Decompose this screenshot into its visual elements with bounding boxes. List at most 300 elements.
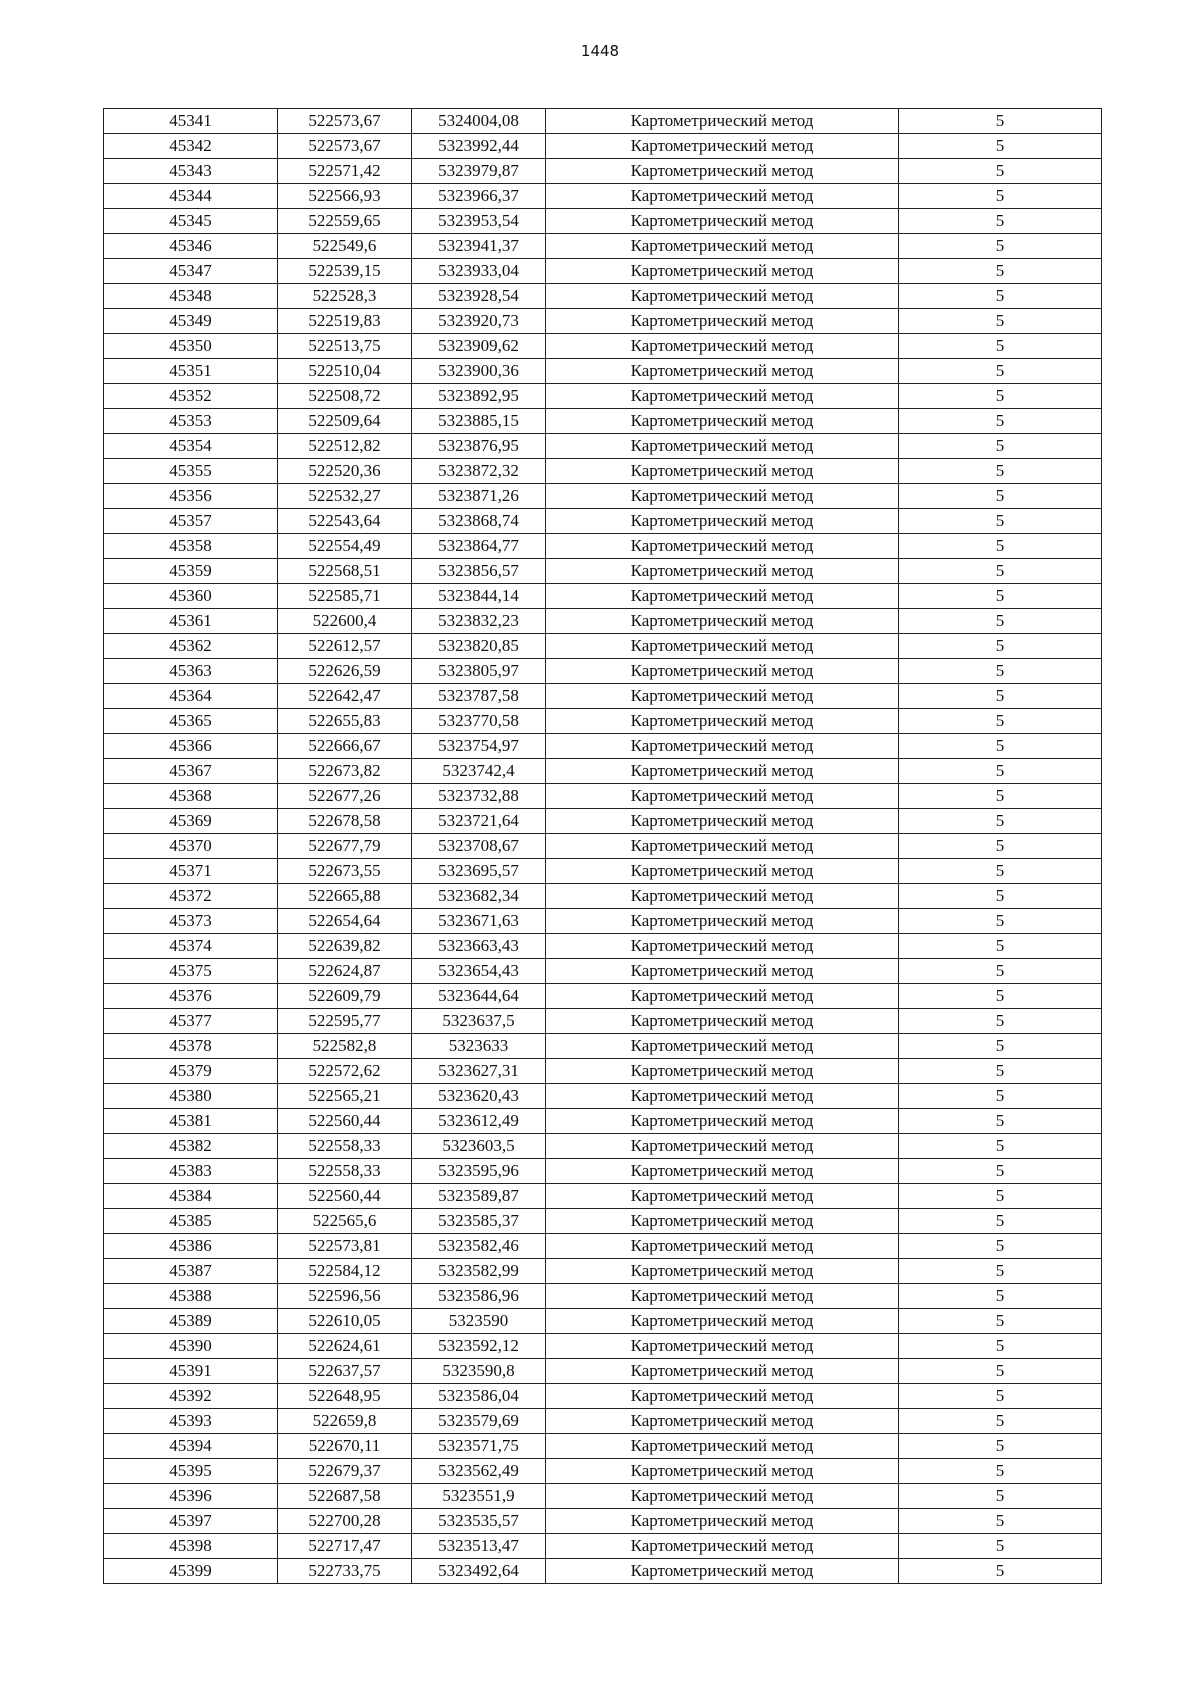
point-number-cell: 45349 bbox=[104, 309, 278, 334]
accuracy-cell: 5 bbox=[899, 334, 1102, 359]
method-cell: Картометрический метод bbox=[546, 509, 899, 534]
method-cell: Картометрический метод bbox=[546, 384, 899, 409]
accuracy-cell: 5 bbox=[899, 584, 1102, 609]
x-coordinate-cell: 522612,57 bbox=[278, 634, 412, 659]
x-coordinate-cell: 522596,56 bbox=[278, 1284, 412, 1309]
accuracy-cell: 5 bbox=[899, 1084, 1102, 1109]
y-coordinate-cell: 5323627,31 bbox=[412, 1059, 546, 1084]
method-cell: Картометрический метод bbox=[546, 834, 899, 859]
x-coordinate-cell: 522584,12 bbox=[278, 1259, 412, 1284]
point-number-cell: 45372 bbox=[104, 884, 278, 909]
y-coordinate-cell: 5323637,5 bbox=[412, 1009, 546, 1034]
point-number-cell: 45359 bbox=[104, 559, 278, 584]
y-coordinate-cell: 5323742,4 bbox=[412, 759, 546, 784]
accuracy-cell: 5 bbox=[899, 409, 1102, 434]
x-coordinate-cell: 522624,61 bbox=[278, 1334, 412, 1359]
method-cell: Картометрический метод bbox=[546, 484, 899, 509]
point-number-cell: 45368 bbox=[104, 784, 278, 809]
method-cell: Картометрический метод bbox=[546, 859, 899, 884]
x-coordinate-cell: 522639,82 bbox=[278, 934, 412, 959]
table-row bbox=[104, 959, 1102, 984]
table-row bbox=[104, 359, 1102, 384]
method-cell: Картометрический метод bbox=[546, 684, 899, 709]
coordinates-table bbox=[103, 108, 1102, 1584]
point-number-cell: 45353 bbox=[104, 409, 278, 434]
method-cell: Картометрический метод bbox=[546, 784, 899, 809]
point-number-cell: 45379 bbox=[104, 1059, 278, 1084]
x-coordinate-cell: 522510,04 bbox=[278, 359, 412, 384]
y-coordinate-cell: 5323663,43 bbox=[412, 934, 546, 959]
y-coordinate-cell: 5323909,62 bbox=[412, 334, 546, 359]
y-coordinate-cell: 5323586,96 bbox=[412, 1284, 546, 1309]
x-coordinate-cell: 522659,8 bbox=[278, 1409, 412, 1434]
y-coordinate-cell: 5323595,96 bbox=[412, 1159, 546, 1184]
y-coordinate-cell: 5324004,08 bbox=[412, 109, 546, 134]
method-cell: Картометрический метод bbox=[546, 234, 899, 259]
table-row bbox=[104, 709, 1102, 734]
table-row bbox=[104, 209, 1102, 234]
method-cell: Картометрический метод bbox=[546, 1384, 899, 1409]
x-coordinate-cell: 522673,82 bbox=[278, 759, 412, 784]
accuracy-cell: 5 bbox=[899, 484, 1102, 509]
accuracy-cell: 5 bbox=[899, 1184, 1102, 1209]
point-number-cell: 45380 bbox=[104, 1084, 278, 1109]
accuracy-cell: 5 bbox=[899, 809, 1102, 834]
table-row bbox=[104, 1009, 1102, 1034]
point-number-cell: 45347 bbox=[104, 259, 278, 284]
method-cell: Картометрический метод bbox=[546, 959, 899, 984]
y-coordinate-cell: 5323876,95 bbox=[412, 434, 546, 459]
accuracy-cell: 5 bbox=[899, 734, 1102, 759]
method-cell: Картометрический метод bbox=[546, 734, 899, 759]
accuracy-cell: 5 bbox=[899, 1434, 1102, 1459]
y-coordinate-cell: 5323571,75 bbox=[412, 1434, 546, 1459]
accuracy-cell: 5 bbox=[899, 1009, 1102, 1034]
y-coordinate-cell: 5323864,77 bbox=[412, 534, 546, 559]
x-coordinate-cell: 522571,42 bbox=[278, 159, 412, 184]
method-cell: Картометрический метод bbox=[546, 584, 899, 609]
accuracy-cell: 5 bbox=[899, 1209, 1102, 1234]
coordinates-table-body bbox=[104, 109, 1102, 1584]
point-number-cell: 45371 bbox=[104, 859, 278, 884]
y-coordinate-cell: 5323754,97 bbox=[412, 734, 546, 759]
method-cell: Картометрический метод bbox=[546, 809, 899, 834]
point-number-cell: 45346 bbox=[104, 234, 278, 259]
accuracy-cell: 5 bbox=[899, 1259, 1102, 1284]
accuracy-cell: 5 bbox=[899, 834, 1102, 859]
method-cell: Картометрический метод bbox=[546, 909, 899, 934]
table-row bbox=[104, 1234, 1102, 1259]
method-cell: Картометрический метод bbox=[546, 184, 899, 209]
accuracy-cell: 5 bbox=[899, 359, 1102, 384]
method-cell: Картометрический метод bbox=[546, 1359, 899, 1384]
accuracy-cell: 5 bbox=[899, 234, 1102, 259]
method-cell: Картометрический метод bbox=[546, 709, 899, 734]
point-number-cell: 45378 bbox=[104, 1034, 278, 1059]
table-row bbox=[104, 684, 1102, 709]
table-row bbox=[104, 509, 1102, 534]
x-coordinate-cell: 522665,88 bbox=[278, 884, 412, 909]
table-row bbox=[104, 1484, 1102, 1509]
method-cell: Картометрический метод bbox=[546, 459, 899, 484]
table-row bbox=[104, 134, 1102, 159]
accuracy-cell: 5 bbox=[899, 784, 1102, 809]
accuracy-cell: 5 bbox=[899, 634, 1102, 659]
accuracy-cell: 5 bbox=[899, 1059, 1102, 1084]
y-coordinate-cell: 5323585,37 bbox=[412, 1209, 546, 1234]
table-row bbox=[104, 459, 1102, 484]
y-coordinate-cell: 5323644,64 bbox=[412, 984, 546, 1009]
accuracy-cell: 5 bbox=[899, 534, 1102, 559]
y-coordinate-cell: 5323928,54 bbox=[412, 284, 546, 309]
method-cell: Картометрический метод bbox=[546, 1109, 899, 1134]
accuracy-cell: 5 bbox=[899, 909, 1102, 934]
method-cell: Картометрический метод bbox=[546, 1409, 899, 1434]
method-cell: Картометрический метод bbox=[546, 209, 899, 234]
point-number-cell: 45381 bbox=[104, 1109, 278, 1134]
table-row bbox=[104, 559, 1102, 584]
y-coordinate-cell: 5323586,04 bbox=[412, 1384, 546, 1409]
table-row bbox=[104, 284, 1102, 309]
x-coordinate-cell: 522565,21 bbox=[278, 1084, 412, 1109]
table-row bbox=[104, 1134, 1102, 1159]
point-number-cell: 45356 bbox=[104, 484, 278, 509]
y-coordinate-cell: 5323868,74 bbox=[412, 509, 546, 534]
table-row bbox=[104, 1159, 1102, 1184]
point-number-cell: 45364 bbox=[104, 684, 278, 709]
point-number-cell: 45395 bbox=[104, 1459, 278, 1484]
x-coordinate-cell: 522573,81 bbox=[278, 1234, 412, 1259]
table-row bbox=[104, 1459, 1102, 1484]
method-cell: Картометрический метод bbox=[546, 634, 899, 659]
x-coordinate-cell: 522610,05 bbox=[278, 1309, 412, 1334]
table-row bbox=[104, 1059, 1102, 1084]
method-cell: Картометрический метод bbox=[546, 1484, 899, 1509]
y-coordinate-cell: 5323953,54 bbox=[412, 209, 546, 234]
y-coordinate-cell: 5323805,97 bbox=[412, 659, 546, 684]
table-row bbox=[104, 234, 1102, 259]
y-coordinate-cell: 5323590,8 bbox=[412, 1359, 546, 1384]
y-coordinate-cell: 5323708,67 bbox=[412, 834, 546, 859]
accuracy-cell: 5 bbox=[899, 884, 1102, 909]
table-row bbox=[104, 409, 1102, 434]
x-coordinate-cell: 522655,83 bbox=[278, 709, 412, 734]
y-coordinate-cell: 5323871,26 bbox=[412, 484, 546, 509]
method-cell: Картометрический метод bbox=[546, 1284, 899, 1309]
y-coordinate-cell: 5323721,64 bbox=[412, 809, 546, 834]
point-number-cell: 45369 bbox=[104, 809, 278, 834]
accuracy-cell: 5 bbox=[899, 1534, 1102, 1559]
method-cell: Картометрический метод bbox=[546, 159, 899, 184]
accuracy-cell: 5 bbox=[899, 134, 1102, 159]
y-coordinate-cell: 5323920,73 bbox=[412, 309, 546, 334]
y-coordinate-cell: 5323732,88 bbox=[412, 784, 546, 809]
point-number-cell: 45370 bbox=[104, 834, 278, 859]
point-number-cell: 45363 bbox=[104, 659, 278, 684]
accuracy-cell: 5 bbox=[899, 934, 1102, 959]
y-coordinate-cell: 5323654,43 bbox=[412, 959, 546, 984]
accuracy-cell: 5 bbox=[899, 184, 1102, 209]
accuracy-cell: 5 bbox=[899, 959, 1102, 984]
point-number-cell: 45376 bbox=[104, 984, 278, 1009]
x-coordinate-cell: 522673,55 bbox=[278, 859, 412, 884]
point-number-cell: 45366 bbox=[104, 734, 278, 759]
method-cell: Картометрический метод bbox=[546, 434, 899, 459]
y-coordinate-cell: 5323513,47 bbox=[412, 1534, 546, 1559]
point-number-cell: 45362 bbox=[104, 634, 278, 659]
table-row bbox=[104, 584, 1102, 609]
table-row bbox=[104, 1259, 1102, 1284]
table-row bbox=[104, 259, 1102, 284]
point-number-cell: 45391 bbox=[104, 1359, 278, 1384]
y-coordinate-cell: 5323820,85 bbox=[412, 634, 546, 659]
accuracy-cell: 5 bbox=[899, 1134, 1102, 1159]
table-row bbox=[104, 1509, 1102, 1534]
method-cell: Картометрический метод bbox=[546, 884, 899, 909]
y-coordinate-cell: 5323671,63 bbox=[412, 909, 546, 934]
table-row bbox=[104, 1334, 1102, 1359]
point-number-cell: 45341 bbox=[104, 109, 278, 134]
x-coordinate-cell: 522558,33 bbox=[278, 1134, 412, 1159]
point-number-cell: 45342 bbox=[104, 134, 278, 159]
x-coordinate-cell: 522666,67 bbox=[278, 734, 412, 759]
y-coordinate-cell: 5323856,57 bbox=[412, 559, 546, 584]
table-row bbox=[104, 334, 1102, 359]
x-coordinate-cell: 522558,33 bbox=[278, 1159, 412, 1184]
accuracy-cell: 5 bbox=[899, 109, 1102, 134]
method-cell: Картометрический метод bbox=[546, 1184, 899, 1209]
x-coordinate-cell: 522568,51 bbox=[278, 559, 412, 584]
x-coordinate-cell: 522539,15 bbox=[278, 259, 412, 284]
x-coordinate-cell: 522670,11 bbox=[278, 1434, 412, 1459]
x-coordinate-cell: 522595,77 bbox=[278, 1009, 412, 1034]
accuracy-cell: 5 bbox=[899, 1109, 1102, 1134]
table-row bbox=[104, 609, 1102, 634]
x-coordinate-cell: 522687,58 bbox=[278, 1484, 412, 1509]
x-coordinate-cell: 522509,64 bbox=[278, 409, 412, 434]
accuracy-cell: 5 bbox=[899, 609, 1102, 634]
method-cell: Картометрический метод bbox=[546, 134, 899, 159]
x-coordinate-cell: 522600,4 bbox=[278, 609, 412, 634]
y-coordinate-cell: 5323900,36 bbox=[412, 359, 546, 384]
y-coordinate-cell: 5323885,15 bbox=[412, 409, 546, 434]
x-coordinate-cell: 522678,58 bbox=[278, 809, 412, 834]
method-cell: Картометрический метод bbox=[546, 1459, 899, 1484]
table-row bbox=[104, 1309, 1102, 1334]
method-cell: Картометрический метод bbox=[546, 1134, 899, 1159]
x-coordinate-cell: 522654,64 bbox=[278, 909, 412, 934]
y-coordinate-cell: 5323966,37 bbox=[412, 184, 546, 209]
method-cell: Картометрический метод bbox=[546, 1209, 899, 1234]
point-number-cell: 45382 bbox=[104, 1134, 278, 1159]
x-coordinate-cell: 522637,57 bbox=[278, 1359, 412, 1384]
point-number-cell: 45367 bbox=[104, 759, 278, 784]
x-coordinate-cell: 522549,6 bbox=[278, 234, 412, 259]
point-number-cell: 45383 bbox=[104, 1159, 278, 1184]
method-cell: Картометрический метод bbox=[546, 1534, 899, 1559]
table-row bbox=[104, 1384, 1102, 1409]
table-row bbox=[104, 1559, 1102, 1584]
point-number-cell: 45375 bbox=[104, 959, 278, 984]
table-row bbox=[104, 309, 1102, 334]
accuracy-cell: 5 bbox=[899, 309, 1102, 334]
accuracy-cell: 5 bbox=[899, 1409, 1102, 1434]
point-number-cell: 45361 bbox=[104, 609, 278, 634]
point-number-cell: 45351 bbox=[104, 359, 278, 384]
point-number-cell: 45357 bbox=[104, 509, 278, 534]
accuracy-cell: 5 bbox=[899, 1284, 1102, 1309]
table-row bbox=[104, 984, 1102, 1009]
method-cell: Картометрический метод bbox=[546, 659, 899, 684]
method-cell: Картометрический метод bbox=[546, 934, 899, 959]
method-cell: Картометрический метод bbox=[546, 1009, 899, 1034]
x-coordinate-cell: 522513,75 bbox=[278, 334, 412, 359]
table-row bbox=[104, 1109, 1102, 1134]
point-number-cell: 45355 bbox=[104, 459, 278, 484]
point-number-cell: 45373 bbox=[104, 909, 278, 934]
x-coordinate-cell: 522566,93 bbox=[278, 184, 412, 209]
table-row bbox=[104, 434, 1102, 459]
method-cell: Картометрический метод bbox=[546, 309, 899, 334]
y-coordinate-cell: 5323582,46 bbox=[412, 1234, 546, 1259]
table-row bbox=[104, 1284, 1102, 1309]
page-number: 1448 bbox=[580, 42, 620, 60]
x-coordinate-cell: 522508,72 bbox=[278, 384, 412, 409]
accuracy-cell: 5 bbox=[899, 1334, 1102, 1359]
y-coordinate-cell: 5323492,64 bbox=[412, 1559, 546, 1584]
point-number-cell: 45399 bbox=[104, 1559, 278, 1584]
method-cell: Картометрический метод bbox=[546, 1434, 899, 1459]
point-number-cell: 45358 bbox=[104, 534, 278, 559]
y-coordinate-cell: 5323582,99 bbox=[412, 1259, 546, 1284]
accuracy-cell: 5 bbox=[899, 384, 1102, 409]
accuracy-cell: 5 bbox=[899, 709, 1102, 734]
table-row bbox=[104, 109, 1102, 134]
accuracy-cell: 5 bbox=[899, 659, 1102, 684]
method-cell: Картометрический метод bbox=[546, 409, 899, 434]
y-coordinate-cell: 5323592,12 bbox=[412, 1334, 546, 1359]
accuracy-cell: 5 bbox=[899, 159, 1102, 184]
table-row bbox=[104, 384, 1102, 409]
point-number-cell: 45360 bbox=[104, 584, 278, 609]
point-number-cell: 45345 bbox=[104, 209, 278, 234]
method-cell: Картометрический метод bbox=[546, 334, 899, 359]
y-coordinate-cell: 5323933,04 bbox=[412, 259, 546, 284]
y-coordinate-cell: 5323535,57 bbox=[412, 1509, 546, 1534]
y-coordinate-cell: 5323682,34 bbox=[412, 884, 546, 909]
method-cell: Картометрический метод bbox=[546, 359, 899, 384]
table-row bbox=[104, 1534, 1102, 1559]
accuracy-cell: 5 bbox=[899, 459, 1102, 484]
table-row bbox=[104, 1209, 1102, 1234]
method-cell: Картометрический метод bbox=[546, 984, 899, 1009]
accuracy-cell: 5 bbox=[899, 259, 1102, 284]
method-cell: Картометрический метод bbox=[546, 1234, 899, 1259]
x-coordinate-cell: 522609,79 bbox=[278, 984, 412, 1009]
x-coordinate-cell: 522572,62 bbox=[278, 1059, 412, 1084]
accuracy-cell: 5 bbox=[899, 284, 1102, 309]
accuracy-cell: 5 bbox=[899, 1384, 1102, 1409]
method-cell: Картометрический метод bbox=[546, 609, 899, 634]
point-number-cell: 45394 bbox=[104, 1434, 278, 1459]
point-number-cell: 45397 bbox=[104, 1509, 278, 1534]
y-coordinate-cell: 5323872,32 bbox=[412, 459, 546, 484]
table-row bbox=[104, 534, 1102, 559]
y-coordinate-cell: 5323589,87 bbox=[412, 1184, 546, 1209]
point-number-cell: 45354 bbox=[104, 434, 278, 459]
table-row bbox=[104, 1084, 1102, 1109]
point-number-cell: 45386 bbox=[104, 1234, 278, 1259]
method-cell: Картометрический метод bbox=[546, 1309, 899, 1334]
y-coordinate-cell: 5323979,87 bbox=[412, 159, 546, 184]
x-coordinate-cell: 522642,47 bbox=[278, 684, 412, 709]
point-number-cell: 45384 bbox=[104, 1184, 278, 1209]
x-coordinate-cell: 522626,59 bbox=[278, 659, 412, 684]
point-number-cell: 45377 bbox=[104, 1009, 278, 1034]
accuracy-cell: 5 bbox=[899, 859, 1102, 884]
accuracy-cell: 5 bbox=[899, 559, 1102, 584]
point-number-cell: 45392 bbox=[104, 1384, 278, 1409]
x-coordinate-cell: 522585,71 bbox=[278, 584, 412, 609]
point-number-cell: 45343 bbox=[104, 159, 278, 184]
table-row bbox=[104, 484, 1102, 509]
y-coordinate-cell: 5323892,95 bbox=[412, 384, 546, 409]
point-number-cell: 45390 bbox=[104, 1334, 278, 1359]
table-row bbox=[104, 1434, 1102, 1459]
method-cell: Картометрический метод bbox=[546, 759, 899, 784]
x-coordinate-cell: 522573,67 bbox=[278, 109, 412, 134]
accuracy-cell: 5 bbox=[899, 984, 1102, 1009]
point-number-cell: 45393 bbox=[104, 1409, 278, 1434]
y-coordinate-cell: 5323612,49 bbox=[412, 1109, 546, 1134]
table-row bbox=[104, 1184, 1102, 1209]
method-cell: Картометрический метод bbox=[546, 1334, 899, 1359]
table-row bbox=[104, 759, 1102, 784]
y-coordinate-cell: 5323562,49 bbox=[412, 1459, 546, 1484]
table-row bbox=[104, 1409, 1102, 1434]
method-cell: Картометрический метод bbox=[546, 534, 899, 559]
x-coordinate-cell: 522554,49 bbox=[278, 534, 412, 559]
point-number-cell: 45365 bbox=[104, 709, 278, 734]
y-coordinate-cell: 5323844,14 bbox=[412, 584, 546, 609]
point-number-cell: 45348 bbox=[104, 284, 278, 309]
table-row bbox=[104, 159, 1102, 184]
accuracy-cell: 5 bbox=[899, 1034, 1102, 1059]
y-coordinate-cell: 5323620,43 bbox=[412, 1084, 546, 1109]
y-coordinate-cell: 5323770,58 bbox=[412, 709, 546, 734]
point-number-cell: 45389 bbox=[104, 1309, 278, 1334]
table-row bbox=[104, 1034, 1102, 1059]
point-number-cell: 45374 bbox=[104, 934, 278, 959]
accuracy-cell: 5 bbox=[899, 1159, 1102, 1184]
method-cell: Картометрический метод bbox=[546, 1084, 899, 1109]
table-row bbox=[104, 784, 1102, 809]
y-coordinate-cell: 5323579,69 bbox=[412, 1409, 546, 1434]
accuracy-cell: 5 bbox=[899, 1509, 1102, 1534]
x-coordinate-cell: 522560,44 bbox=[278, 1109, 412, 1134]
x-coordinate-cell: 522733,75 bbox=[278, 1559, 412, 1584]
table-row bbox=[104, 809, 1102, 834]
accuracy-cell: 5 bbox=[899, 1309, 1102, 1334]
x-coordinate-cell: 522528,3 bbox=[278, 284, 412, 309]
y-coordinate-cell: 5323590 bbox=[412, 1309, 546, 1334]
y-coordinate-cell: 5323603,5 bbox=[412, 1134, 546, 1159]
point-number-cell: 45385 bbox=[104, 1209, 278, 1234]
method-cell: Картометрический метод bbox=[546, 1559, 899, 1584]
method-cell: Картометрический метод bbox=[546, 109, 899, 134]
table-row bbox=[104, 184, 1102, 209]
point-number-cell: 45350 bbox=[104, 334, 278, 359]
